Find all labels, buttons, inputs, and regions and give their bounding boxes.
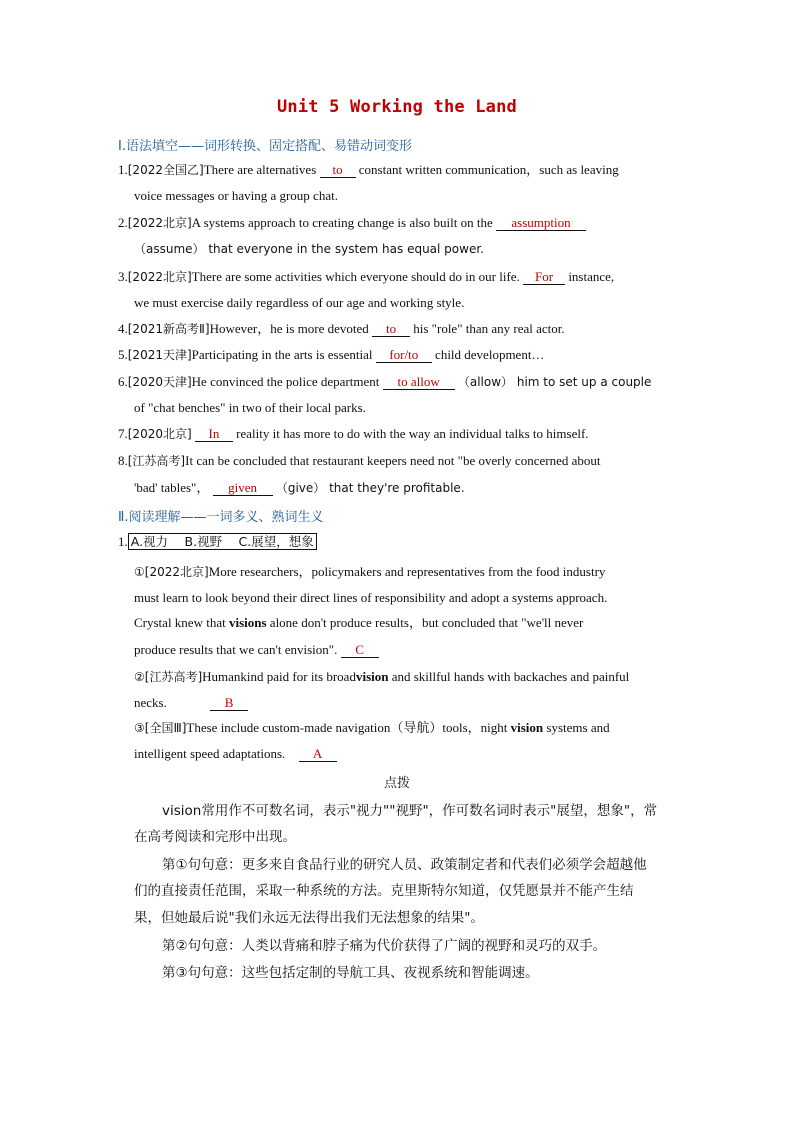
tip-paragraph-2-cont2: 果，但她最后说"我们永远无法得出我们无法想象的结果"。 (134, 910, 484, 926)
answer-blank: to (372, 322, 410, 337)
reading-sentence-2: ②[江苏高考]Humankind paid for its broadvision and skillful hands with backaches and painful (134, 669, 630, 684)
answer-blank: C (341, 643, 379, 658)
tip-paragraph-3: 第②句句意：人类以背痛和脖子痛为代价获得了广阔的视野和灵巧的双手。 (162, 938, 607, 954)
page-title: Unit 5 Working the Land (276, 97, 517, 117)
tip-heading: 点拨 (383, 776, 410, 791)
question-5: 5.[2021天津]Participating in the arts is essential for/to child development… (118, 347, 545, 362)
options-box: A.视力 B.视野 C.展望，想象 (128, 533, 317, 550)
question-1-cont: voice messages or having a group chat. (134, 188, 338, 203)
reading-sentence-1-l4: produce results that we can't envision". C (134, 641, 379, 659)
reading-sentence-1: ①[2022北京]More researchers，policymakers and representatives from the food industry (134, 564, 606, 579)
answer-blank: B (210, 696, 248, 711)
answer-blank: for/to (376, 348, 432, 363)
tip-paragraph-2: 第①句句意：更多来自食品行业的研究人员、政策制定者和代表们必须学会超越他 (162, 857, 647, 873)
answer-blank: In (195, 427, 233, 442)
answer-blank: assumption (496, 216, 586, 231)
question-2-cont: （assume） that everyone in the system has equal power. (134, 242, 484, 256)
reading-question-1: 1. A.视力 B.视野 C.展望，想象 (118, 533, 317, 551)
reading-sentence-3: ③[全国Ⅲ]These include custom-made navigation（导航）tools，night vision systems and (134, 720, 610, 735)
question-1: 1.[2022全国乙]There are alternatives to constant written communication，such as leaving (118, 162, 619, 177)
answer-blank: A (299, 747, 337, 762)
reading-sentence-2-l2: necks. B (134, 694, 248, 712)
answer-blank: For (523, 270, 565, 285)
question-3-cont: we must exercise daily regardless of our age and working style. (134, 295, 465, 310)
question-2: 2.[2022北京]A systems approach to creating change is also built on the assumption (118, 214, 586, 232)
tip-paragraph-4: 第③句句意：这些包括定制的导航工具、夜视系统和智能调速。 (162, 965, 539, 981)
tip-paragraph-1: vision常用作不可数名词，表示"视力""视野"，作可数名词时表示"展望，想象"，常 (162, 803, 658, 819)
question-6-cont: of "chat benches" in two of their local parks. (134, 400, 366, 415)
question-8-cont: 'bad' tables"， given （give） that they're profitable. (134, 480, 465, 495)
tip-paragraph-2-cont1: 们的直接责任范围，采取一种系统的方法。克里斯特尔知道，仅凭愿景并不能产生结 (134, 883, 634, 899)
section-heading-reading: Ⅱ.阅读理解——一词多义、熟词生义 (118, 510, 324, 525)
reading-sentence-3-l2: intelligent speed adaptations. A (134, 745, 337, 763)
tip-paragraph-1-cont: 在高考阅读和完形中出现。 (134, 829, 296, 845)
reading-sentence-1-l3: Crystal knew that visions alone don't produce results，but concluded that "we'll never (134, 615, 584, 630)
question-7: 7.[2020北京] In reality it has more to do with the way an individual talks to himself. (118, 426, 589, 441)
answer-blank: given (213, 481, 273, 496)
question-4: 4.[2021新高考Ⅱ]However，he is more devoted to his "role" than any real actor. (118, 321, 565, 336)
answer-blank: to allow (383, 375, 455, 390)
reading-sentence-1-l2: must learn to look beyond their direct lines of responsibility and adopt a systems approach. (134, 590, 608, 605)
section-heading-grammar: Ⅰ.语法填空——词形转换、固定搭配、易错动词变形 (118, 139, 412, 154)
answer-blank: to (320, 163, 356, 178)
question-6: 6.[2020天津]He convinced the police department to allow （allow） him to set up a couple (118, 374, 652, 389)
question-3: 3.[2022北京]There are some activities which everyone should do in our life. For instance, (118, 269, 615, 284)
question-8: 8.[江苏高考]It can be concluded that restaurant keepers need not "be overly concerned about (118, 453, 601, 468)
